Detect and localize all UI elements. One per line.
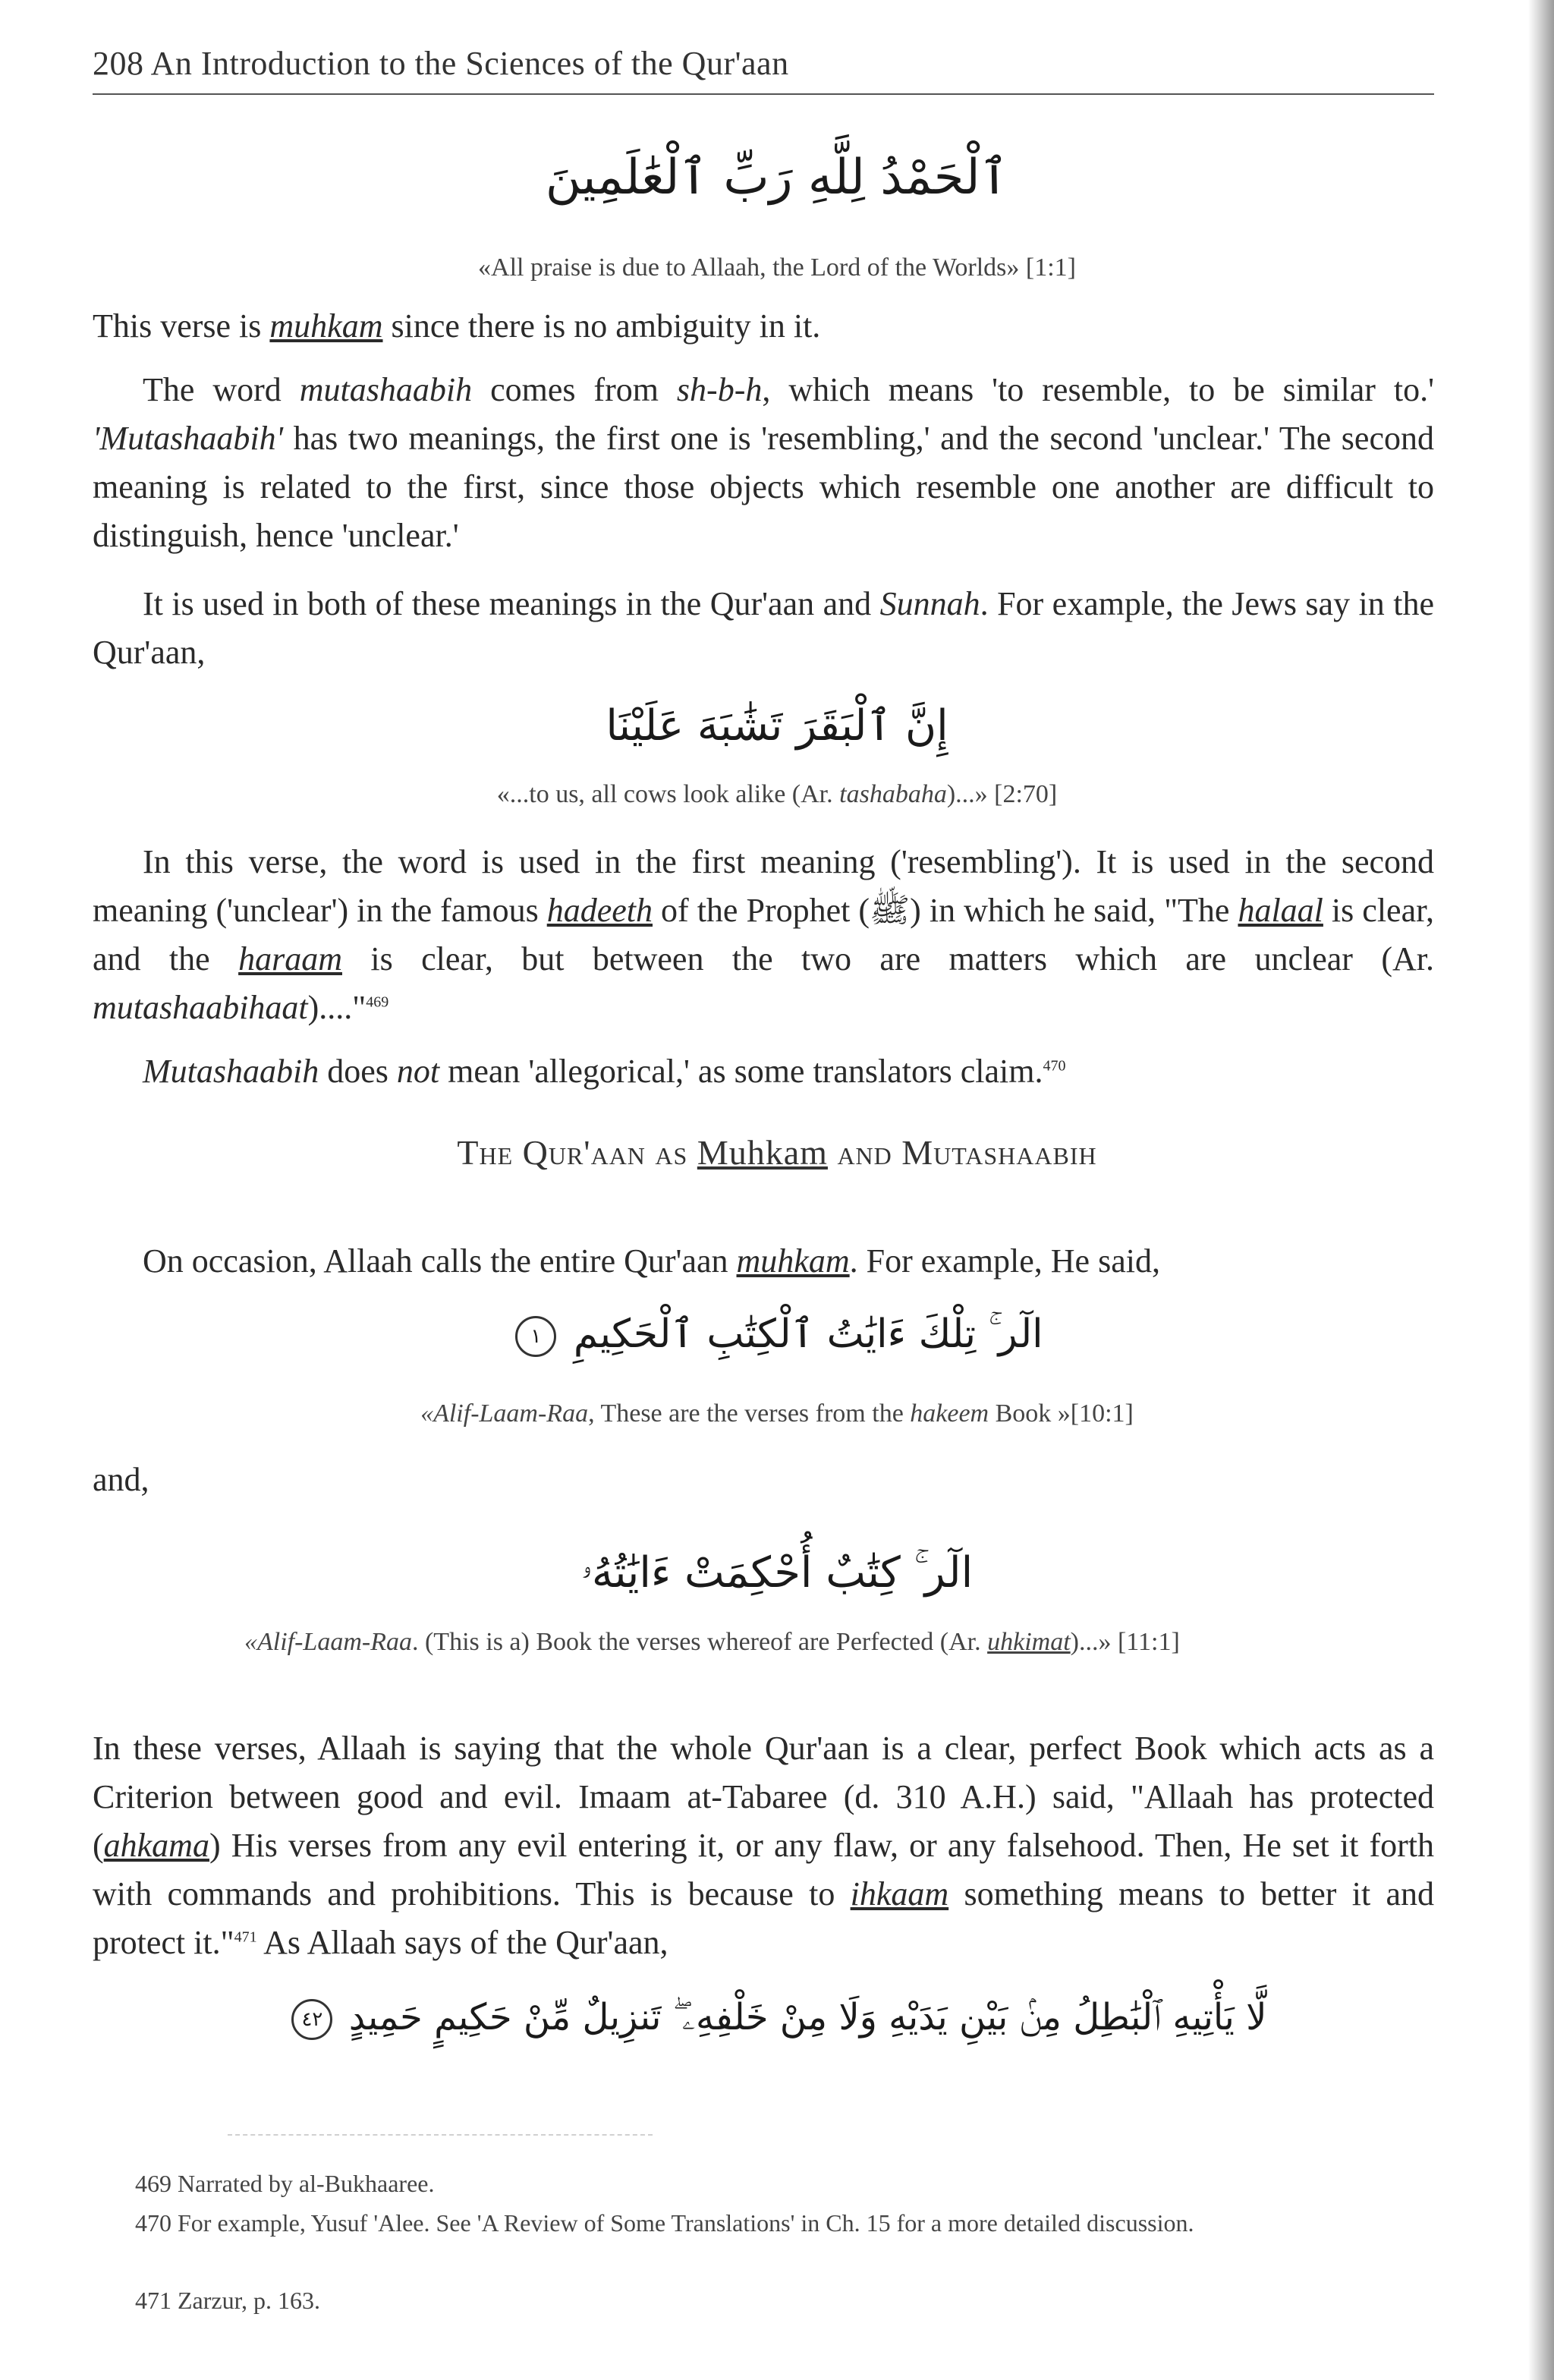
root-letters: sh-b-h: [676, 371, 763, 408]
term-mutashaabih-quoted: 'Mutashaabih': [93, 420, 284, 457]
footnote-number: 471: [135, 2287, 171, 2314]
text: , These are the verses from the: [588, 1399, 911, 1428]
term-sunnah: Sunnah: [879, 585, 980, 622]
verse-text: لَّا يَأْتِيهِ ٱلْبَٰطِلُ مِنۢ بَيْنِ يَدَيْهِ وَلَا مِنْ خَلْفِهِۦ ۖ تَنزِيلٌ مِّنْ حَكِيمٍ حَمِيدٍ: [348, 1996, 1267, 2038]
text: since there is no ambiguity in it.: [382, 307, 821, 345]
footnote-text: Narrated by al-Bukhaaree.: [178, 2170, 435, 2197]
section-heading: [0, 1132, 1554, 1173]
term-mutashaabih: mutashaabih: [299, 371, 473, 408]
text: )...» [2:70]: [946, 780, 1058, 808]
term-uhkimat: uhkimat: [987, 1628, 1071, 1656]
footnote-number: 470: [135, 2209, 171, 2237]
text: , which means 'to resemble, to be similar to.': [762, 371, 1435, 408]
paragraph-hadeeth: [93, 838, 1434, 1032]
text: . (This is a) Book the verses whereof are Perfected (Ar.: [411, 1628, 988, 1656]
paragraph-usage: [93, 580, 1434, 677]
text: mean 'allegorical,' as some translators claim.: [439, 1053, 1043, 1090]
text: . For example, the Jews say in the Qur'aan,: [93, 585, 1434, 671]
text: This verse is: [93, 307, 270, 345]
verse-arabic-2-70: إِنَّ ٱلْبَقَرَ تَشَٰبَهَ عَلَيْنَا: [606, 701, 948, 751]
paragraph-mutashaabih-definition: [93, 366, 1434, 560]
heading-part: and Mutashaabih: [827, 1133, 1097, 1172]
term-hakeem: hakeem: [910, 1399, 989, 1428]
footnote-separator: [228, 2134, 653, 2136]
footnote-ref-469: 469: [366, 993, 389, 1011]
term-muhkam: muhkam: [269, 307, 383, 345]
footnote-text: Zarzur, p. 163.: [178, 2287, 320, 2314]
verse-caption-1-1: «All praise is due to Allaah, the Lord of the Worlds» [1:1]: [478, 253, 1076, 282]
term-alif-laam-raa: «Alif-Laam-Raa: [420, 1399, 589, 1428]
footnote-ref-470: 470: [1043, 1057, 1066, 1075]
term-ahkama: ahkama: [103, 1827, 209, 1864]
term-haraam: haraam: [238, 940, 342, 978]
text: Book »[10:1]: [989, 1399, 1134, 1428]
text: In this verse, the word is used in the first meaning ('resembling'). It is used in the second meaning ('unclear') in the famous: [93, 843, 1434, 929]
text: )...» [11:1]: [1070, 1628, 1180, 1656]
paragraph-criterion: [93, 1724, 1434, 1967]
heading-part: The Qur'aan as: [457, 1133, 697, 1172]
text: «...to us, all cows look alike (Ar.: [496, 780, 840, 808]
text: comes from: [472, 371, 677, 408]
text: On occasion, Allaah calls the entire Qur'aan: [143, 1242, 737, 1280]
emphasis-not: not: [396, 1053, 440, 1090]
verse-text: الٓر ۚ تِلْكَ ءَايَٰتُ ٱلْكِتَٰبِ ٱلْحَكِيمِ: [573, 1311, 1043, 1357]
running-head: 208 An Introduction to the Sciences of the Qur'aan: [93, 44, 1434, 95]
verse-arabic-10-1: [0, 1311, 1554, 1358]
text: of the Prophet (ﷺ) in which he said, "The: [653, 892, 1238, 929]
verse-end-marker: ١: [515, 1316, 556, 1357]
and-text: and,: [93, 1461, 149, 1498]
term-mutashaabih: Mutashaabih: [143, 1053, 319, 1090]
text: It is used in both of these meanings in the Qur'aan and: [143, 585, 880, 622]
verse-arabic-41-42: [0, 1996, 1554, 2040]
text: In these verses, Allaah is saying that the whole Qur'aan is a clear, perfect Book which acts as a Criterion between good and evil. Imaam at-Tabaree (d. 310 A.H.) said, "Allaah has protected (: [93, 1730, 1434, 1864]
term-tashabaha: tashabaha: [839, 780, 947, 808]
term-hadeeth: hadeeth: [546, 892, 653, 929]
footnote-ref-471: 471: [234, 1928, 257, 1946]
heading-term-muhkam: Muhkam: [697, 1133, 828, 1172]
footnote-470: [93, 2205, 1434, 2240]
text: . For example, He said,: [849, 1242, 1160, 1280]
verse-caption-11-1: [244, 1623, 1291, 1662]
verse-arabic-1-1: ٱلْحَمْدُ لِلَّهِ رَبِّ ٱلْعَٰلَمِينَ: [545, 150, 1009, 206]
text: The word: [143, 371, 300, 408]
footnote-471: [93, 2283, 1434, 2318]
verse-caption-10-1: [0, 1399, 1554, 1428]
verse-caption-2-70: [0, 780, 1554, 809]
text: has two meanings, the first one is 'resembling,' and the second 'unclear.' The second meaning is related to the first, since those objects which resemble one another are difficult to distinguish, hence 'unclear.': [93, 420, 1434, 554]
term-halaal: halaal: [1238, 892, 1323, 929]
term-ihkaam: ihkaam: [850, 1875, 949, 1912]
text: does: [319, 1053, 397, 1090]
footnote-number: 469: [135, 2170, 171, 2197]
text: is clear, but between the two are matters which are unclear (Ar.: [342, 940, 1434, 978]
paragraph-muhkam: [93, 302, 1434, 351]
term-mutashaabihaat: mutashaabihaat: [93, 989, 308, 1026]
text: As Allaah says of the Qur'aan,: [256, 1924, 668, 1961]
verse-end-marker: ٤٢: [291, 1999, 332, 2040]
footnote-text: For example, Yusuf 'Alee. See 'A Review of Some Translations' in Ch. 15 for a more detailed discussion.: [178, 2209, 1194, 2237]
term-muhkam: muhkam: [736, 1242, 850, 1280]
paragraph-occasion: [93, 1237, 1434, 1286]
text: ) His verses from any evil entering it, or any flaw, or any falsehood. Then, He set it forth with commands and prohibitions. This is because to: [93, 1827, 1434, 1912]
text: )....": [307, 989, 366, 1026]
text: something means to better it and protect it.": [93, 1875, 1434, 1961]
text: is clear, and the: [93, 892, 1434, 978]
footnote-469: [93, 2166, 1434, 2201]
term-alif-laam-raa: «Alif-Laam-Raa: [244, 1628, 412, 1656]
paragraph-not-allegorical: [93, 1047, 1434, 1096]
verse-arabic-11-1: الٓر ۚ كِتَٰبٌ أُحْكِمَتْ ءَايَٰتُهُۥ: [580, 1548, 974, 1598]
